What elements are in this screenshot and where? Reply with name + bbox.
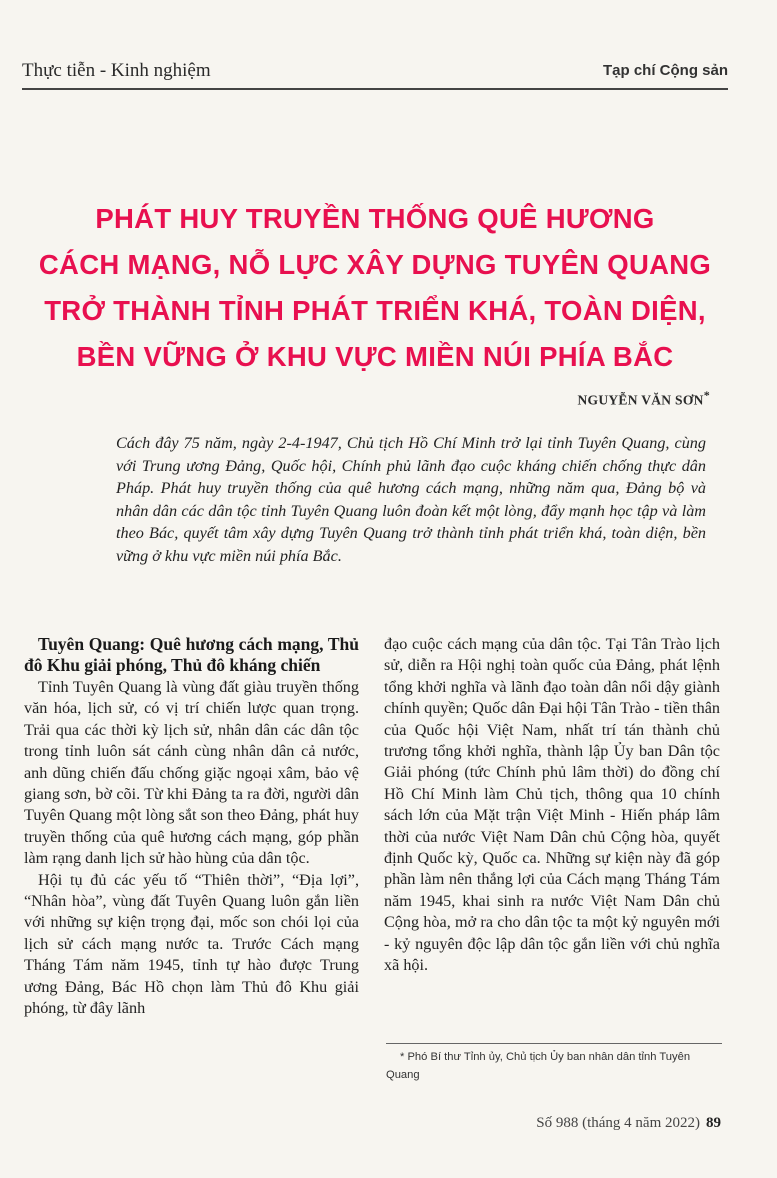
body-paragraph: Tỉnh Tuyên Quang là vùng đất giàu truyền thống văn hóa, lịch sử, có vị trí chiến lược quan trọng. Trải qua các thời kỳ lịch sử, nhân dân các dân tộc trong tỉnh luôn sát cánh cùng nhân dân cả nước, anh dũng chiến đấu chống giặc ngoại xâm, bảo vệ giang sơn, bờ cõi. Từ khi Đảng ta ra đời, người dân Tuyên Quang một lòng sắt son theo Đảng, phát huy truyền thống của quê hương cách mạng, góp phần làm rạng danh lịch sử hào hùng của dân tộc. xyxy=(24,678,359,868)
section-subheading: Tuyên Quang: Quê hương cách mạng, Thủ đô Khu giải phóng, Thủ đô kháng chiến xyxy=(24,634,359,675)
author-footnote: * Phó Bí thư Tỉnh ủy, Chủ tịch Ủy ban nhân dân tỉnh Tuyên Quang xyxy=(386,1051,691,1081)
article-title xyxy=(30,196,720,380)
header-rule xyxy=(22,88,728,90)
title-line: BỀN VỮNG Ở KHU VỰC MIỀN NÚI PHÍA BẮC xyxy=(76,341,674,372)
section-label: Thực tiễn - Kinh nghiệm xyxy=(22,60,211,81)
article-abstract: Cách đây 75 năm, ngày 2-4-1947, Chủ tịch Hồ Chí Minh trở lại tỉnh Tuyên Quang, cùng với Trung ương Đảng, Quốc hội, Chính phủ lãnh đạo cuộc kháng chiến chống thực dân Pháp. Phát huy truyền thống của quê hương cách mạng, những năm qua, Đảng bộ và nhân dân các dân tộc tỉnh Tuyên Quang luôn đoàn kết một lòng, đẩy mạnh học tập và làm theo Bác, quyết tâm xây dựng Tuyên Quang trở thành tỉnh phát triển khá, toàn diện, bền vững ở khu vực miền núi phía Bắc. xyxy=(116,434,706,565)
author-footnote-mark: * xyxy=(703,388,710,402)
footnote-rule xyxy=(386,1043,722,1044)
page-number: 89 xyxy=(706,1115,721,1131)
right-column xyxy=(384,634,720,977)
author-byline xyxy=(577,388,710,409)
title-line: CÁCH MẠNG, NỖ LỰC XÂY DỰNG TUYÊN QUANG xyxy=(38,249,712,280)
issue-label: Số 988 (tháng 4 năm 2022) xyxy=(536,1115,700,1131)
title-line: PHÁT HUY TRUYỀN THỐNG QUÊ HƯƠNG xyxy=(95,203,655,234)
left-column xyxy=(24,634,359,1020)
running-header xyxy=(22,58,728,84)
author-name: NGUYỄN VĂN SƠN xyxy=(577,392,704,408)
page-footer xyxy=(536,1115,721,1132)
body-paragraph: đạo cuộc cách mạng của dân tộc. Tại Tân Trào lịch sử, diễn ra Hội nghị toàn quốc của Đảng, phát lệnh tổng khởi nghĩa và lãnh đạo toàn dân nổi dậy giành chính quyền; Quốc dân Đại hội Tân Trào - tiền thân của Quốc hội Việt Nam, nhất trí tán thành chủ trương tổng khởi nghĩa, thành lập Ủy ban Dân tộc Giải phóng (tức Chính phủ lâm thời) do đồng chí Hồ Chí Minh làm Chủ tịch, thông qua 10 chính sách lớn của Mặt trận Việt Minh - Hiến pháp lâm thời của nước Việt Nam Dân chủ Cộng hòa, quyết định Quốc kỳ, Quốc ca. Những sự kiện này đã góp phần làm nên thắng lợi của Cách mạng Tháng Tám năm 1945, khai sinh ra nước Việt Nam Dân chủ Cộng hòa, mở ra cho dân tộc ta một kỷ nguyên mới - kỷ nguyên độc lập dân tộc gắn liền với chủ nghĩa xã hội. xyxy=(384,635,720,975)
body-paragraph: Hội tụ đủ các yếu tố “Thiên thời”, “Địa lợi”, “Nhân hòa”, vùng đất Tuyên Quang luôn gắn liền với những sự kiện trọng đại, mốc son chói lọi của lịch sử cách mạng nước ta. Trước Cách mạng Tháng Tám năm 1945, tỉnh tự hào được Trung ương Đảng, Bác Hồ chọn làm Thủ đô Khu giải phóng, từ đây lãnh xyxy=(24,870,359,1018)
title-line: TRỞ THÀNH TỈNH PHÁT TRIỂN KHÁ, TOÀN DIỆN, xyxy=(44,295,706,326)
magazine-name: Tạp chí Cộng sản xyxy=(602,62,728,79)
